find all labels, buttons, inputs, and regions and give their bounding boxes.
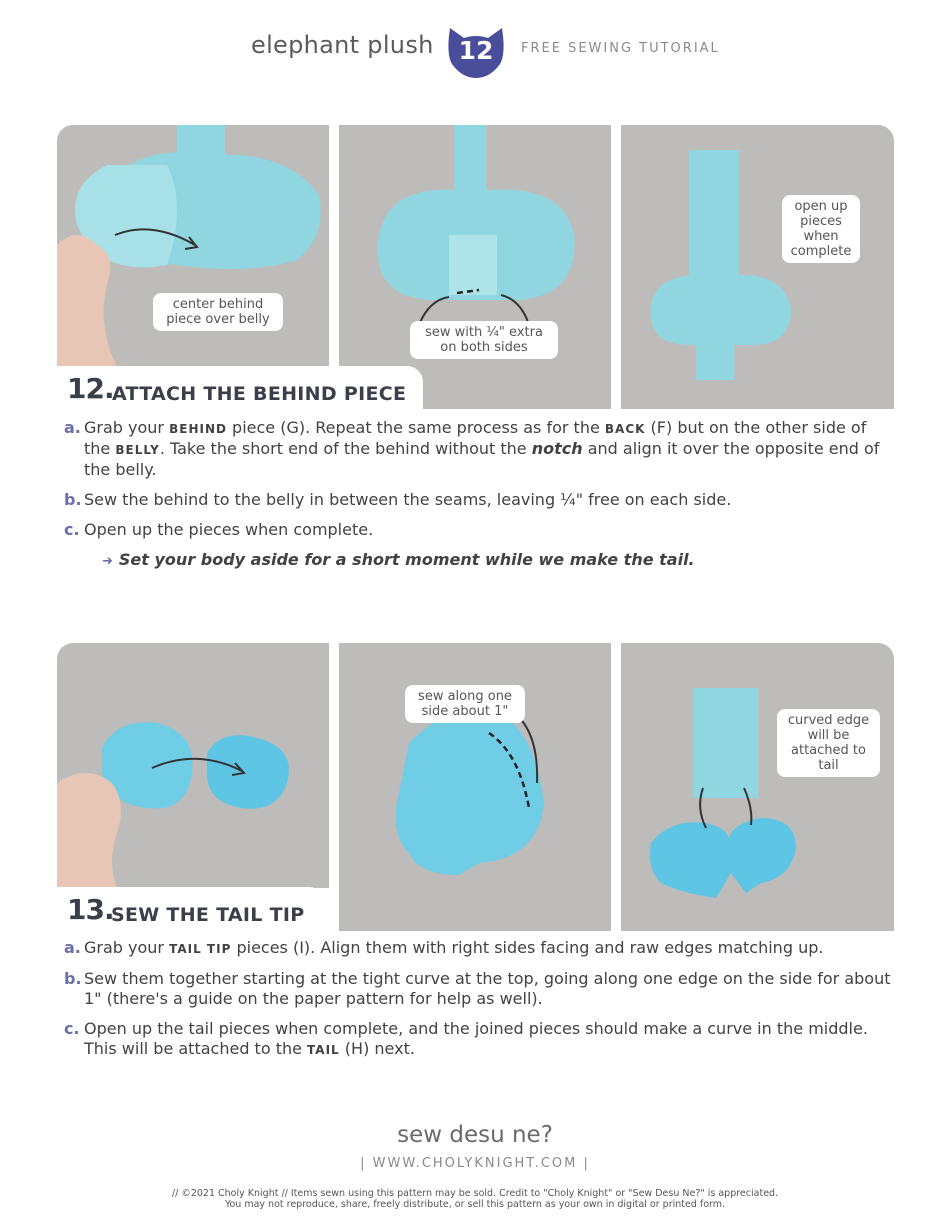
- item-text: and align it over the opposite end of the belly.: [84, 439, 880, 479]
- item-text: Sew the behind to the belly in between the seams, leaving ¼" free on each side.: [84, 490, 732, 509]
- step13-heading: [57, 887, 325, 931]
- item-text: . Take the short end of the behind without the: [159, 439, 532, 458]
- item-text: (H) next.: [339, 1039, 415, 1058]
- step12-photo-3: [621, 125, 894, 409]
- arrow-right-icon: ➜: [102, 554, 113, 569]
- callout-center-behind: center behind piece over belly: [153, 293, 283, 331]
- list-item: [64, 969, 894, 1009]
- document-subtitle: FREE SEWING TUTORIAL: [521, 41, 720, 56]
- note-text: Set your body aside for a short moment while we make the tail.: [118, 550, 695, 569]
- pattern-piece-name: BACK: [604, 422, 646, 436]
- item-letter: c.: [64, 520, 80, 539]
- item-text: Grab your: [84, 938, 170, 957]
- callout-open-pieces: open up pieces when complete: [782, 195, 860, 263]
- callout-curved-edge: curved edge will be attached to tail: [777, 709, 880, 777]
- footer-website-link[interactable]: | WWW.CHOLYKNIGHT.COM |: [360, 1156, 590, 1171]
- step12-photo-1: [57, 125, 329, 367]
- item-text: Open up the tail pieces when complete, and the joined pieces should make a curve in the middle. This will be attached to the: [84, 1019, 868, 1058]
- pattern-piece-name: TAIL TIP: [169, 942, 232, 956]
- legal-line: // ©2021 Choly Knight // Items sewn using this pattern may be sold. Credit to "Choly Knight" or "Sew Desu Ne?" is appreciated.: [171, 1188, 779, 1199]
- item-letter: b.: [64, 969, 82, 988]
- item-letter: a.: [64, 938, 81, 957]
- step-number: 13.: [67, 893, 114, 926]
- fabric-illustration: [621, 643, 894, 931]
- step-title: SEW THE TAIL TIP: [111, 904, 305, 926]
- item-letter: b.: [64, 490, 82, 509]
- pattern-piece-name: BELLY: [115, 443, 160, 457]
- emphasis-text: notch: [531, 439, 583, 458]
- step13-photo-3: [621, 643, 894, 931]
- page-number: 12: [458, 36, 494, 65]
- list-item: [64, 1019, 894, 1060]
- list-item: [64, 490, 894, 510]
- step13-photo-2: [339, 643, 611, 931]
- fabric-illustration: [621, 125, 894, 409]
- callout-sew-along: sew along one side about 1": [405, 685, 525, 723]
- item-text: Grab your: [84, 418, 170, 437]
- item-letter: c.: [64, 1019, 80, 1038]
- item-text: (F) but on the other side of the: [84, 418, 867, 458]
- footer-brand: sew desu ne?: [397, 1122, 553, 1148]
- step-title: ATTACH THE BEHIND PIECE: [112, 383, 407, 405]
- step12-heading: [57, 366, 423, 410]
- step12-instructions: [64, 418, 894, 572]
- list-item: [64, 520, 894, 540]
- step13-photo-1: [57, 643, 329, 888]
- fabric-illustration: [57, 643, 329, 888]
- list-item: [64, 938, 894, 959]
- pattern-piece-name: TAIL: [307, 1043, 340, 1057]
- item-text: pieces (I). Align them with right sides facing and raw edges matching up.: [231, 938, 824, 957]
- pattern-piece-name: BEHIND: [169, 422, 227, 436]
- item-text: piece (G). Repeat the same process as for the: [226, 418, 605, 437]
- footer-legal: [0, 1188, 950, 1210]
- legal-line: You may not reproduce, share, freely distribute, or sell this pattern as your own in digital or printed form.: [224, 1199, 726, 1210]
- item-text: Sew them together starting at the tight curve at the top, going along one edge on the side for about 1" (there's a guide on the paper pattern for help as well).: [84, 969, 891, 1008]
- note: [102, 550, 894, 572]
- item-text: Open up the pieces when complete.: [84, 520, 374, 539]
- page-header: [0, 22, 950, 82]
- document-title: elephant plush: [251, 31, 434, 59]
- step13-instructions: [64, 938, 894, 1070]
- callout-sew-extra: sew with ¼" extra on both sides: [410, 321, 558, 359]
- list-item: [64, 418, 894, 480]
- step-number: 12.: [67, 372, 114, 405]
- item-letter: a.: [64, 418, 81, 437]
